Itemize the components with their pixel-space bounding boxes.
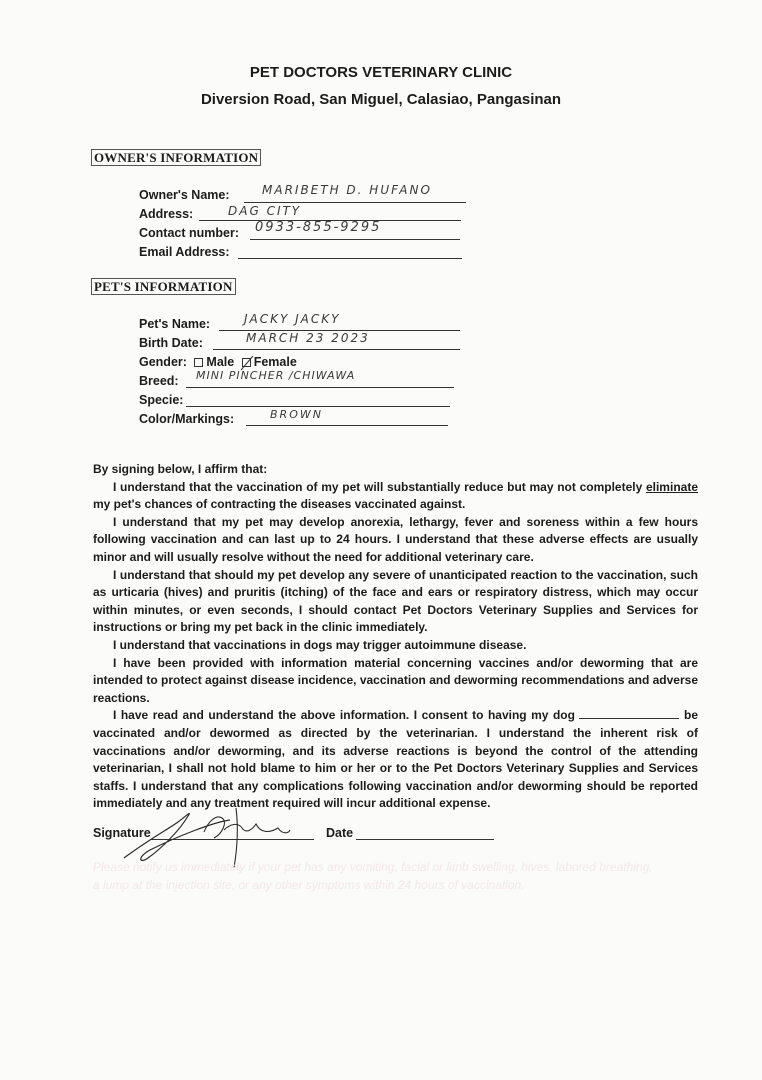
owner-name-value[interactable]: MARIBETH D. HUFANO xyxy=(262,183,432,197)
specie-label: Specie: xyxy=(139,393,184,407)
pet-name-value[interactable]: JACKY JACKY xyxy=(244,312,341,326)
address-label: Address: xyxy=(139,207,194,221)
breed-line[interactable] xyxy=(186,387,454,388)
specie-line[interactable] xyxy=(186,406,450,407)
address-value[interactable]: DAG CITY xyxy=(228,204,302,218)
birth-date-value[interactable]: MARCH 23 2023 xyxy=(246,331,370,345)
contact-line[interactable] xyxy=(250,239,460,240)
color-line[interactable] xyxy=(246,425,448,426)
consent-p6-end: be vaccinated and/or dewormed as directed by the veterinarian. I understand the inherent risk of vaccinations and/or deworming, and its adverse reactions is beyond the control of the attending veterinarian, I shall not hold blame to him or her or to the Pet Doctors Veterinary Supplies and Services staffs. I understand that any complications following vaccination and/or deworming should be reported immediately and any treatment required will incur additional expense. xyxy=(93,708,698,811)
clinic-name: PET DOCTORS VETERINARY CLINIC xyxy=(249,64,513,81)
birth-date-label: Birth Date: xyxy=(139,336,203,350)
footer-note: Please notify us immediately if your pet has any vomiting, facial or limb swelling, hives, labored breathing, a lump at the injection site, or any other symptoms within 24 hours of vaccination. xyxy=(93,860,653,892)
consent-intro: By signing below, I affirm that: xyxy=(93,462,268,476)
color-value[interactable]: BROWN xyxy=(270,408,323,421)
contact-label: Contact number: xyxy=(139,226,239,240)
contact-value[interactable]: 0933-855-9295 xyxy=(255,220,382,235)
owner-name-label: Owner's Name: xyxy=(139,188,230,202)
consent-paragraph-1 xyxy=(93,479,698,514)
color-label: Color/Markings: xyxy=(139,412,235,426)
male-option-label: Male xyxy=(206,355,235,369)
female-option-label: Female xyxy=(253,355,297,369)
pet-name-label: Pet's Name: xyxy=(139,317,211,331)
signature-label: Signature xyxy=(93,826,151,840)
pet-section-heading: PET'S INFORMATION xyxy=(91,278,236,295)
gender-row xyxy=(139,355,297,370)
consent-p1-start: I understand that the vaccination of my pet will substantially reduce but may not completely xyxy=(113,479,646,494)
consent-p1-underlined: eliminate xyxy=(645,479,698,494)
breed-value[interactable]: MINI PINCHER /CHIWAWA xyxy=(196,369,356,382)
clinic-address: Diversion Road, San Miguel, Calasiao, Pangasinan xyxy=(200,91,562,108)
consent-paragraph-2: I understand that my pet may develop anorexia, lethargy, fever and soreness within a few hours following vaccination and can last up to 24 hours. I understand that these adverse effects are usually minor and will usually resolve without the need for additional veterinary care. xyxy=(93,514,698,564)
consent-p6-start: I have read and understand the above information. I consent to having my dog xyxy=(113,708,580,723)
owner-name-line[interactable] xyxy=(244,202,466,203)
consent-paragraph-3: I understand that should my pet develop any severe of unanticipated reaction to the vaccination, such as urticaria (hives) and pruritis (itching) of the face and ears or respiratory distress, which may occur within minutes, or even seconds, I should contact Pet Doctors Veterinary Supplies and Services for instructions or bring my pet back in the clinic immediately. xyxy=(93,567,698,635)
consent-paragraph-6 xyxy=(93,707,698,813)
consent-text xyxy=(93,461,698,813)
email-label: Email Address: xyxy=(139,245,230,259)
consent-p1-end: my pet's chances of contracting the diseases vaccinated against. xyxy=(93,497,466,512)
consent-paragraph-4: I understand that vaccinations in dogs may trigger autoimmune disease. xyxy=(113,637,527,652)
breed-label: Breed: xyxy=(139,374,179,388)
birth-date-line[interactable] xyxy=(213,349,460,350)
dog-name-blank[interactable] xyxy=(579,708,679,719)
date-line[interactable] xyxy=(356,839,494,840)
gender-label: Gender: xyxy=(139,355,187,369)
male-checkbox[interactable] xyxy=(194,358,203,367)
female-checkbox[interactable] xyxy=(242,358,251,367)
email-line[interactable] xyxy=(238,258,462,259)
date-label: Date xyxy=(326,826,354,840)
owner-section-heading: OWNER'S INFORMATION xyxy=(91,149,261,166)
consent-paragraph-5: I have been provided with information material concerning vaccines and/or deworming that are intended to protect against disease incidence, vaccination and deworming recommendations and adverse reactions. xyxy=(93,655,698,705)
